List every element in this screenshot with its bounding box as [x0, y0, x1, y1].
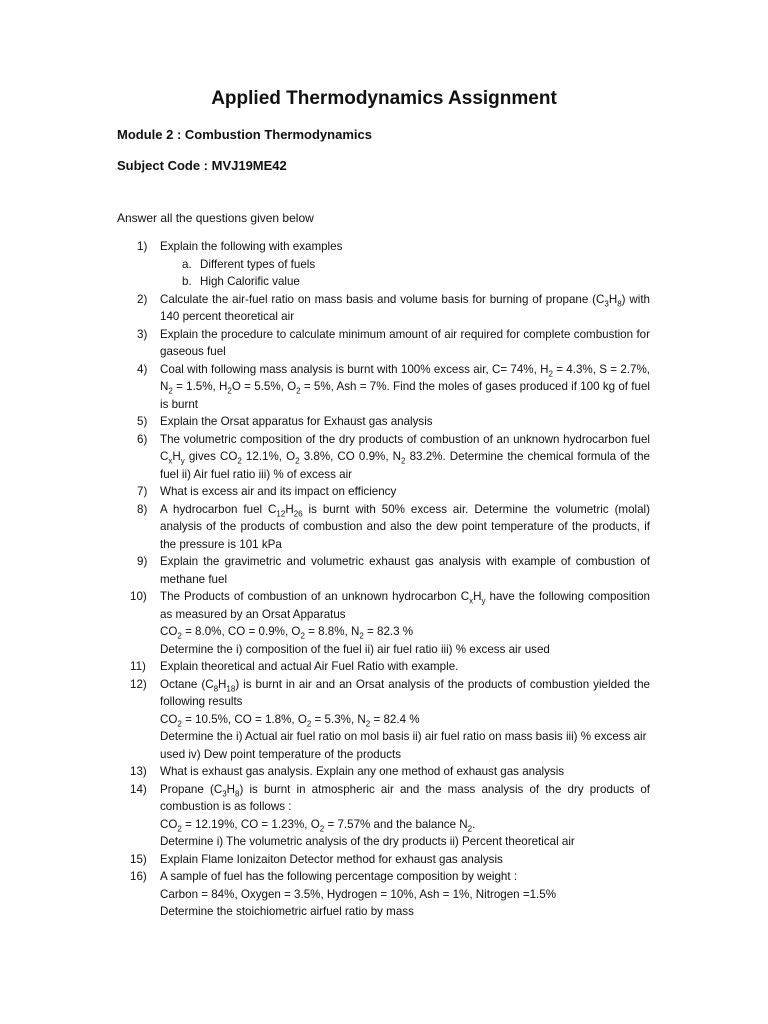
question-detail: $CO_2 = 8.0\%$, CO = 0.9%, $O_2 = 8.8\%$, $N_2 = 82.3$ %: [160, 625, 414, 641]
list-item: [117, 361, 650, 414]
sub-item-label: b.: [182, 275, 192, 288]
question-detail: Determine the i) Actual air fuel ratio on mol basis ii) air fuel ratio on mass basis iii) % excess air used iv) Dew point temperature of the products: [160, 730, 647, 761]
question-number: 2): [137, 292, 148, 306]
list-item: [117, 483, 650, 501]
question-number: 6): [137, 432, 148, 446]
question-number: 7): [137, 485, 148, 498]
question-text: Explain the gravimetric and volumetric exhaust gas analysis with example of combustion of methane fuel: [160, 555, 650, 586]
list-item: [117, 501, 650, 554]
question-list: [117, 238, 650, 921]
question-text: What is exhaust gas analysis. Explain any one method of exhaust gas analysis: [160, 765, 565, 778]
list-item: [117, 326, 650, 361]
sub-item-text: Different types of fuels: [200, 257, 316, 271]
question-detail: Determine the stoichiometric airfuel ratio by mass: [160, 905, 414, 918]
question-detail: $CO_2 = 10.5\%$, CO = 1.8%, $O_2 = 5.3\%$, $N_2 = 82.4$ %: [160, 712, 420, 728]
list-item: [117, 588, 650, 623]
subject-code: Subject Code : MVJ19ME42: [117, 158, 287, 173]
question-number: 11): [130, 660, 146, 673]
question-number: 4): [137, 362, 148, 376]
question-text: A hydrocarbon fuel $C_{12}H_{26}$ is burnt with 50% excess air. Determine the volumetric (molal) analysis of the products of combustion and also the dew point temperature of the products, if the pressure is 101 kPa: [160, 502, 650, 551]
question-number: 16): [130, 870, 147, 883]
question-text: What is excess air and its impact on efficiency: [160, 485, 397, 498]
question-text: Coal with following mass analysis is burnt with 100% excess air, C= 74%, $H_2 = 4.3\%$, S = 2.7%, $N_2 = 1.5\%$, $H_2O = 5.5\%$, $O_2 = 5\%$, Ash = 7%. Find the moles of gases produced if 100 kg of fuel is burnt: [160, 362, 650, 411]
list-item: [117, 291, 650, 326]
sub-item: [117, 273, 650, 291]
page-title: Applied Thermodynamics Assignment: [211, 88, 557, 109]
question-text: Octane $(C_8H_{18})$ is burnt in air and an Orsat analysis of the products of combustion yielded the following results: [160, 677, 650, 708]
question-detail: Determine the i) composition of the fuel ii) air fuel ratio iii) % excess air used: [160, 642, 550, 656]
list-item: [117, 676, 650, 711]
sub-item-label: a.: [182, 257, 192, 271]
question-text: Explain Flame Ionizaiton Detector method for exhaust gas analysis: [160, 852, 503, 866]
list-item: [117, 238, 650, 256]
list-item: [117, 431, 650, 484]
question-number: 12): [130, 677, 147, 691]
list-item: [117, 413, 650, 431]
list-item: [117, 763, 650, 781]
question-number: 8): [137, 502, 148, 516]
question-number: 5): [137, 415, 148, 428]
sub-item: [117, 256, 650, 274]
question-text: Explain theoretical and actual Air Fuel Ratio with example.: [160, 660, 459, 673]
list-item: [117, 781, 650, 816]
instructions: Answer all the questions given below: [117, 211, 314, 225]
list-item: [117, 658, 650, 676]
module-heading: Module 2 : Combustion Thermodynamics: [117, 127, 372, 142]
list-item: [117, 868, 650, 886]
question-text: Calculate the air-fuel ratio on mass basis and volume basis for burning of propane $(C_3H_8)$ with 140 percent theoretical air: [160, 292, 650, 323]
question-number: 15): [130, 852, 147, 866]
question-number: 13): [130, 765, 147, 778]
list-item: [117, 851, 650, 869]
sub-item-text: High Calorific value: [200, 275, 300, 288]
question-detail: Carbon = 84%, Oxygen = 3.5%, Hydrogen = 10%, Ash = 1%, Nitrogen =1.5%: [160, 887, 557, 901]
question-number: 3): [137, 327, 148, 341]
question-detail: $CO_2 = 12.19\%$, CO = 1.23%, $O_2 = 7.57\%$ and the balance $N_2$.: [160, 817, 476, 833]
question-text: The volumetric composition of the dry products of combustion of an unknown hydrocarbon fuel $C_xH_y$ gives $CO_2$ 12.1%, $O_2$ 3.8%, CO 0.9%, $N_2$ 83.2%. Determine the chemical formula of the fuel ii) Air fuel ratio iii) % of excess air: [160, 432, 650, 481]
question-number: 9): [137, 555, 148, 568]
question-number: 1): [137, 240, 148, 253]
question-text: A sample of fuel has the following percentage composition by weight :: [160, 870, 518, 883]
question-number: 14): [130, 782, 147, 796]
question-text: Explain the following with examples: [160, 240, 343, 253]
question-text: The Products of combustion of an unknown hydrocarbon $C_xH_y$ have the following composition as measured by an Orsat Apparatus: [160, 590, 650, 621]
list-item: [117, 553, 650, 588]
question-text: Explain the Orsat apparatus for Exhaust gas analysis: [160, 415, 433, 428]
question-text: Propane $(C_3H_8)$ is burnt in atmospheric air and the mass analysis of the dry products of combustion is as follows :: [160, 782, 650, 813]
question-detail: Determine i) The volumetric analysis of the dry products ii) Percent theoretical air: [160, 835, 575, 848]
question-text: Explain the procedure to calculate minimum amount of air required for complete combustion for gaseous fuel: [160, 327, 650, 358]
question-number: 10): [130, 590, 147, 603]
